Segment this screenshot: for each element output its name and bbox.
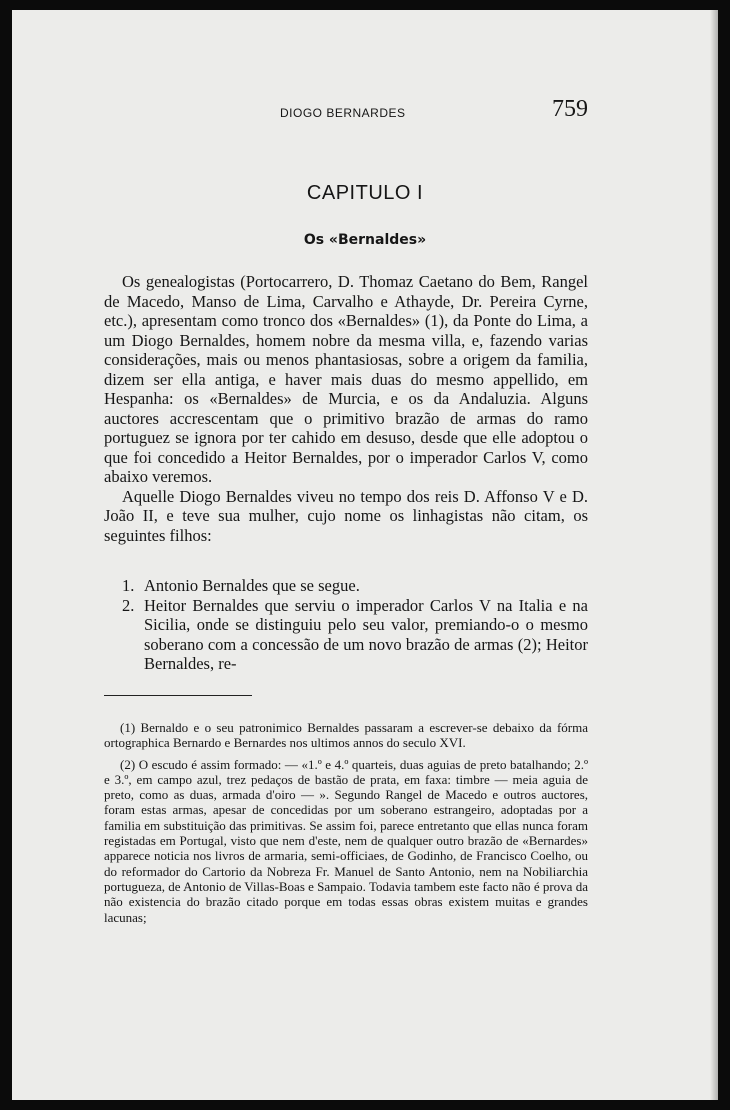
footnote: (2) O escudo é assim formado: — «1.º e 4.º quarteis, duas aguias de preto batalhando; 2.º e 3.º, em campo azul, trez pedaços de bastão de prata, em faxa: timbre — meia aguia de preto, como as duas, armada d'oiro — ». Segundo Rangel de Macedo e outros auctores, foram estas armas, apesar de concedidas por um soberano estrangeiro, adoptadas por a familia em substituição das primitivas. Se assim foi, parece entretanto que ellas nunca foram registadas em Portugal, visto que nem d'este, nem de qualquer outro brazão de «Bernardes» apparece noticia nos livros de armaria, semi-officiaes, de Godinho, de Francisco Coelho, ou do reformador do Cartorio da Nobreza Fr. Manuel de Santo Antonio, nem na Nobiliarchia portugueza, de Antonio de Villas-Boas e Sampaio. Todavia tambem este facto não é prova da não existencia do brazão citado porque em todas essas obras existem muitas e grandes lacunas; xyxy=(104,756,588,925)
footnotes xyxy=(104,720,588,931)
section-title: Os «Bernaldes» xyxy=(303,232,427,248)
list-item-text: Antonio Bernaldes que se segue. xyxy=(144,576,360,595)
page-number: 759 xyxy=(552,96,588,122)
paragraph: Os genealogistas (Portocarrero, D. Thomaz Caetano do Bem, Rangel de Macedo, Manso de Lima, Carvalho e Athayde, Dr. Pereira Cyrne, etc.), apresentam como tronco dos «Bernaldes» (1), da Ponte do Lima, a um Diogo Bernaldes, homem nobre da mesma villa, e, fazendo varias considerações, mais ou menos phantasiosas, sobre a origem da familia, dizem ser ella antiga, e haver mais duas do mesmo appellido, em Hespanha: os «Bernaldes» de Murcia, e os da Andaluzia. Alguns auctores accrescentam que o primitivo brazão de armas do ramo portuguez se ignora por ter cahido em desuso, desde que elle adoptou o que foi concedido a Heitor Bernaldes, por o imperador Carlos V, como abaixo veremos. xyxy=(104,272,588,486)
children-list xyxy=(122,576,588,674)
chapter-title: CAPITULO I xyxy=(306,182,424,204)
body-text xyxy=(104,272,588,545)
paragraph: Aquelle Diogo Bernaldes viveu no tempo dos reis D. Affonso V e D. João II, e teve sua mulher, cujo nome os linhagistas não citam, os seguintes filhos: xyxy=(104,486,588,545)
list-item xyxy=(122,576,588,596)
list-item-number: 1. xyxy=(122,576,135,595)
page-edge-shadow xyxy=(710,10,718,1100)
footnote-rule xyxy=(104,695,252,696)
footnote: (1) Bernaldo e o seu patronimico Bernaldes passaram a escrever-se debaixo da fórma ortographica Bernardo e Bernardes nos ultimos annos do seculo XVI. xyxy=(104,720,588,751)
list-item-text: Heitor Bernaldes que serviu o imperador Carlos V na Italia e na Sicilia, onde se distinguiu pelo seu valor, premiando-o o mesmo soberano com a concessão de um novo brazão de armas (2); Heitor Bernaldes, re- xyxy=(144,595,588,673)
list-item-number: 2. xyxy=(122,595,135,615)
scanned-page xyxy=(12,10,718,1100)
list-item xyxy=(122,596,588,674)
running-head: DIOGO BERNARDES xyxy=(280,106,406,120)
